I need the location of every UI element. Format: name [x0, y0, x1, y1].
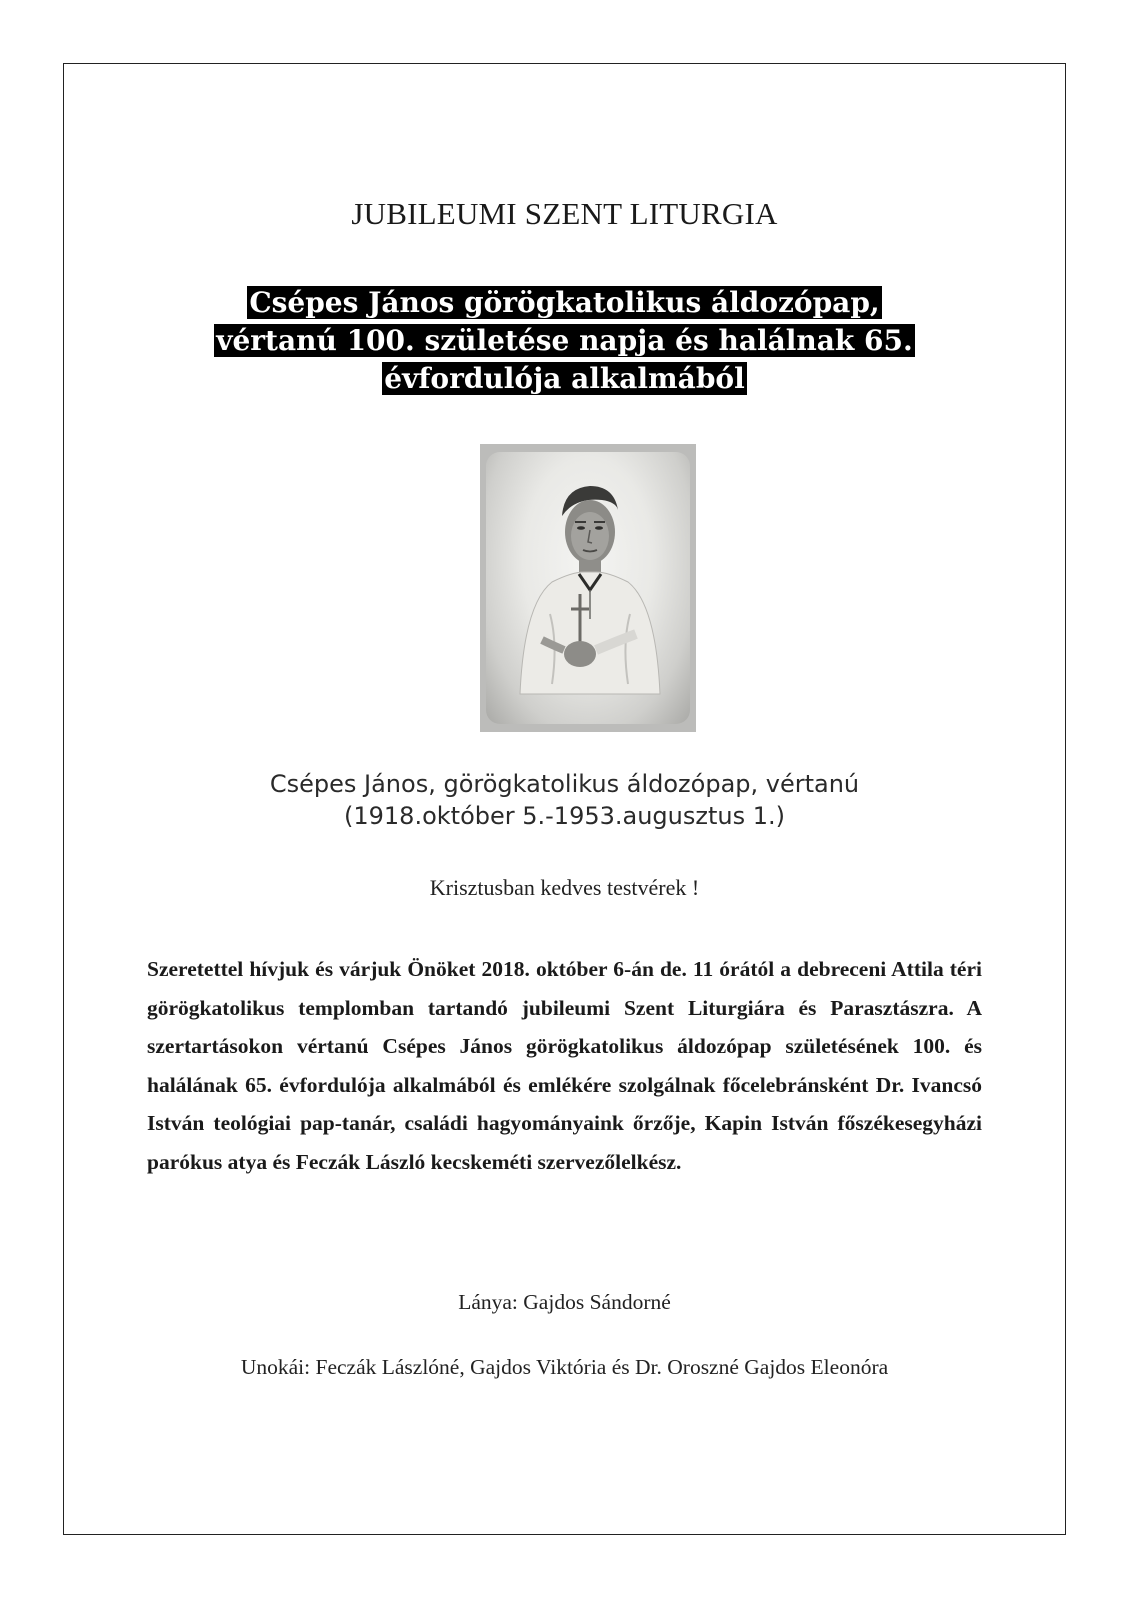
- greeting: Krisztusban kedves testvérek !: [429, 875, 700, 900]
- portrait-photo: [480, 444, 696, 732]
- caption-dates: (1918.október 5.-1953.augusztus 1.): [344, 802, 785, 830]
- grandchildren-signature: Unokái: Feczák Lászlóné, Gajdos Viktória és Dr. Oroszné Gajdos Eleonóra: [240, 1355, 889, 1379]
- subtitle-line: [100, 322, 1029, 360]
- document-title: JUBILEUMI SZENT LITURGIA: [351, 196, 778, 231]
- portrait-caption: [0, 768, 1129, 832]
- subtitle-line-3: évfordulója alkalmából: [384, 362, 745, 395]
- subtitle-line: [100, 360, 1029, 398]
- portrait-figure: [480, 444, 696, 732]
- subtitle-block: [100, 284, 1029, 398]
- daughter-signature: Lánya: Gajdos Sándorné: [458, 1290, 671, 1314]
- subtitle-line-2: vértanú 100. születése napja és halálnak 65.: [216, 324, 913, 357]
- subtitle-line-1: Csépes János görögkatolikus áldozópap,: [249, 286, 880, 319]
- subtitle-line: [100, 284, 1029, 322]
- caption-name: Csépes János, görögkatolikus áldozópap, vértanú: [269, 770, 860, 798]
- invitation-paragraph: Szeretettel hívjuk és várjuk Önöket 2018. október 6-án de. 11 órától a debreceni Attila téri görögkatolikus templomban tartandó jubileumi Szent Liturgiára és Parasztászra. A szertartásokon vértanú Csépes János görögkatolikus áldozópap születésének 100. és halálának 65. évfordulója alkalmából és emlékére szolgálnak főcelebránsként Dr. Ivancsó István teológiai pap-tanár, családi hagyományaink őrzője, Kapin István főszékesegyházi parókus atya és Feczák László kecskeméti szervezőlelkész.: [147, 957, 982, 1174]
